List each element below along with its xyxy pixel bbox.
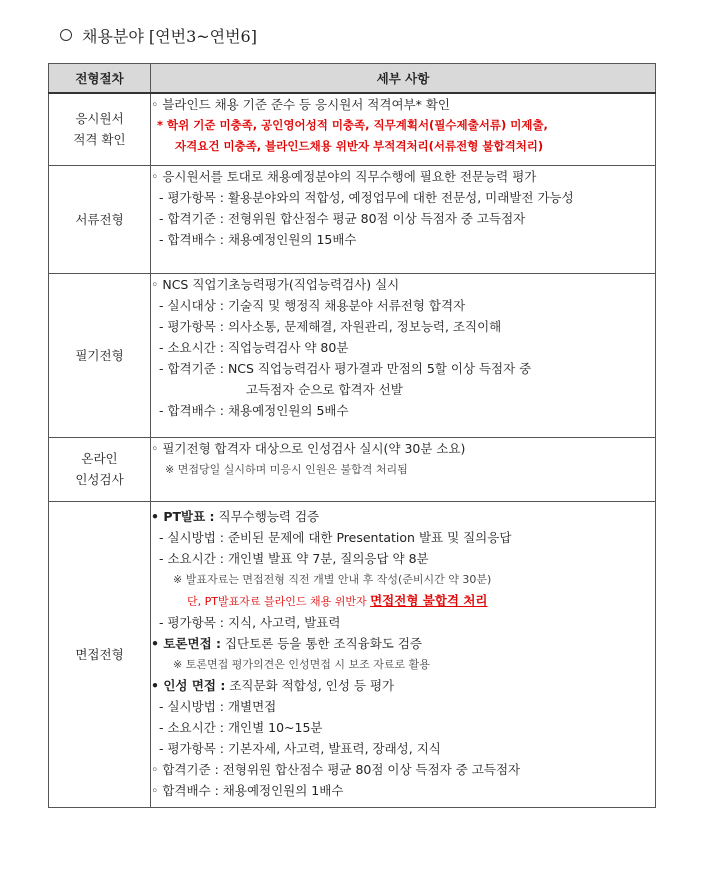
note-line: ※ 발표자료는 면접전형 직전 개별 안내 후 작성(준비시간 약 30분)	[173, 572, 492, 586]
table-row	[49, 165, 656, 273]
row-details	[151, 273, 656, 437]
detail-line: ◦ 응시원서를 토대로 채용예정분야의 직무수행에 필요한 전문능력 평가	[151, 168, 537, 184]
detail-line: 고득점자 순으로 합격자 선발	[246, 381, 403, 397]
detail-line: - 합격기준 : 전형위원 합산점수 평균 80점 이상 득점자 중 고득점자	[159, 210, 526, 226]
column-header-details: 세부 사항	[151, 64, 656, 94]
detail-line: - 소요시간 : 개인별 10~15분	[159, 719, 323, 735]
table-row	[49, 273, 656, 437]
note-line: ※ 면접당일 실시하며 미응시 인원은 불합격 처리됨	[165, 462, 408, 476]
row-details	[151, 93, 656, 165]
warning-line: 자격요건 미충족, 블라인드채용 위반자 부적격처리(서류전형 불합격처리)	[175, 139, 544, 153]
detail-line: - 합격배수 : 채용예정인원의 15배수	[159, 231, 357, 247]
detail-line: - 평가항목 : 활용분야와의 적합성, 예정업무에 대한 전문성, 미래발전 가능성	[159, 189, 574, 205]
row-category: 서류전형	[49, 165, 151, 273]
detail-line: ◦ 블라인드 채용 기준 준수 등 응시원서 적격여부* 확인	[151, 97, 450, 112]
row-category: 면접전형	[49, 501, 151, 807]
detail-line: ◦ 합격배수 : 채용예정인원의 1배수	[151, 782, 344, 798]
detail-line: ◦ 합격기준 : 전형위원 합산점수 평균 80점 이상 득점자 중 고득점자	[151, 761, 521, 777]
row-details	[151, 501, 656, 807]
detail-line: - 소요시간 : 개인별 발표 약 7분, 질의응답 약 8분	[159, 550, 429, 566]
detail-line: - 실시방법 : 준비된 문제에 대한 Presentation 발표 및 질의응답	[159, 529, 512, 545]
detail-line: - 실시방법 : 개별면접	[159, 698, 277, 714]
selection-process-table	[48, 63, 656, 808]
table-row	[49, 437, 656, 501]
table-row	[49, 93, 656, 165]
detail-line: - 평가항목 : 지식, 사고력, 발표력	[159, 614, 341, 630]
detail-line: ◦ 필기전형 합격자 대상으로 인성검사 실시(약 30분 소요)	[151, 440, 466, 456]
row-category: 온라인 인성검사	[49, 437, 151, 501]
table-row	[49, 501, 656, 807]
detail-line: - 실시대상 : 기술직 및 행정직 채용분야 서류전형 합격자	[159, 297, 466, 313]
detail-line: - 평가항목 : 기본자세, 사고력, 발표력, 장래성, 지식	[159, 740, 441, 756]
warning-line: * 학위 기준 미충족, 공인영어성적 미충족, 직무계획서(필수제출서류) 미제출,	[157, 118, 548, 132]
detail-line: • 인성 면접 : 조직문화 적합성, 인성 등 평가	[151, 677, 395, 693]
note-line: ※ 토론면접 평가의견은 인성면접 시 보조 자료로 활용	[173, 657, 430, 671]
detail-line: - 평가항목 : 의사소통, 문제해결, 자원관리, 정보능력, 조직이해	[159, 318, 502, 334]
section-heading-text: 채용분야 [연번3~연번6]	[82, 27, 257, 46]
section-heading	[60, 24, 257, 47]
detail-line: ◦ NCS 직업기초능력평가(직업능력검사) 실시	[151, 276, 400, 292]
detail-line: • PT발표 : 직무수행능력 검증	[151, 508, 320, 524]
detail-line: - 합격기준 : NCS 직업능력검사 평가결과 만점의 5할 이상 득점자 중	[159, 360, 532, 376]
row-details	[151, 165, 656, 273]
row-category: 응시원서 적격 확인	[49, 93, 151, 165]
column-header-process: 전형절차	[49, 64, 151, 94]
row-details	[151, 437, 656, 501]
row-category: 필기전형	[49, 273, 151, 437]
circle-bullet-icon	[60, 29, 72, 41]
warning-line: 단, PT발표자료 블라인드 채용 위반자 면접전형 불합격 처리	[187, 592, 488, 608]
detail-line: - 소요시간 : 직업능력검사 약 80분	[159, 339, 349, 355]
detail-line: - 합격배수 : 채용예정인원의 5배수	[159, 402, 349, 418]
table-header-row	[49, 64, 656, 94]
detail-line: • 토론면접 : 집단토론 등을 통한 조직융화도 검증	[151, 635, 423, 651]
